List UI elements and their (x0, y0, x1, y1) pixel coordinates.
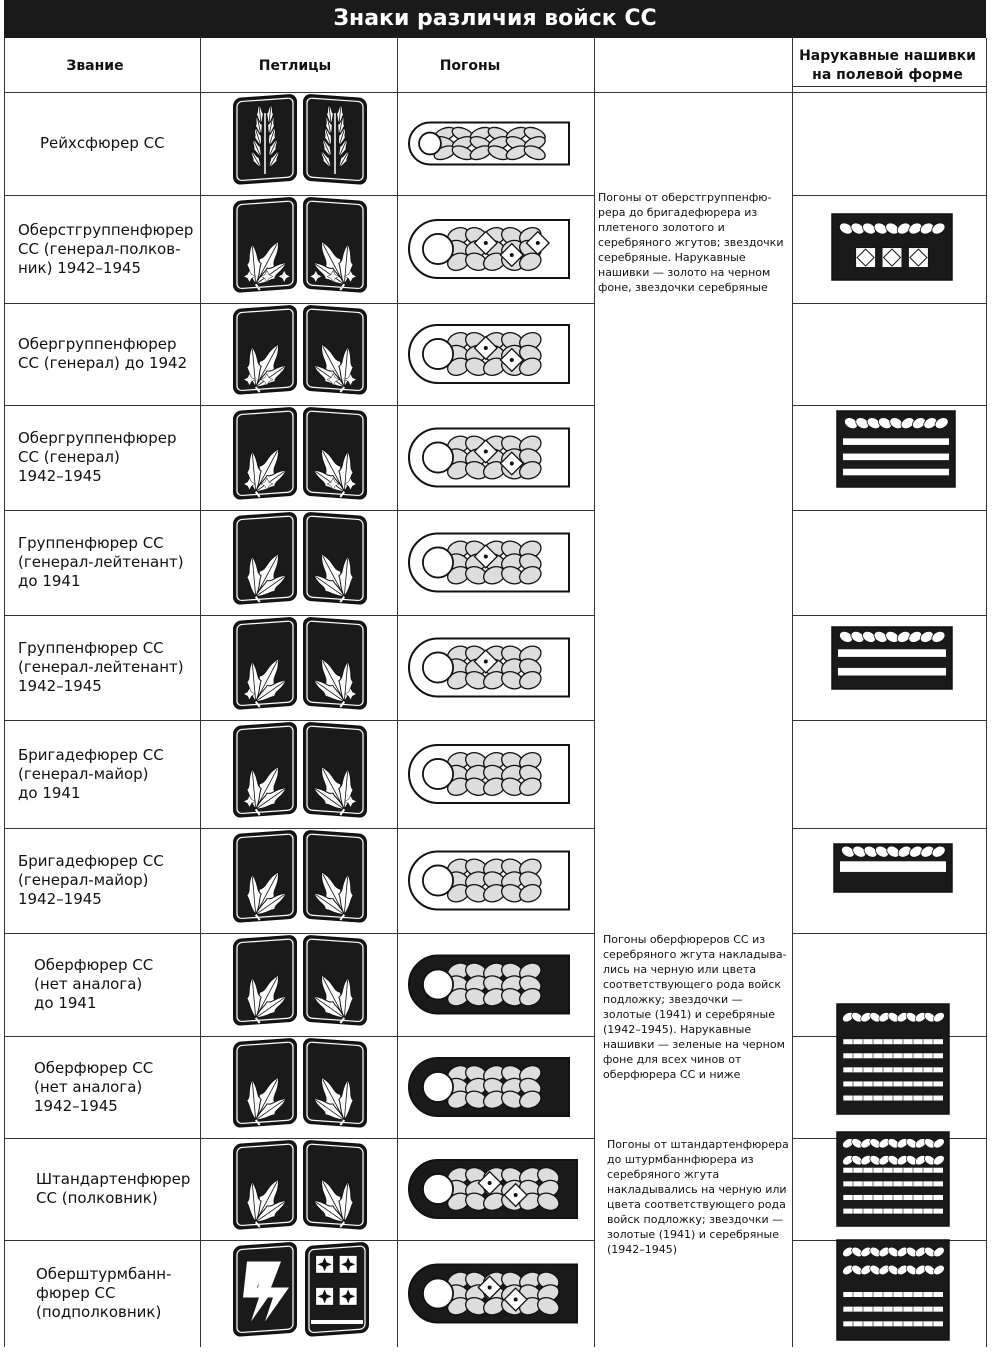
collar-patch (304, 95, 366, 184)
collar-patch (304, 723, 366, 817)
collar-patch (304, 198, 366, 292)
collar-patch (234, 408, 296, 499)
shoulder-insignia (405, 615, 580, 720)
collar-patch (234, 306, 296, 394)
collar-insignia (228, 831, 378, 930)
note-standartenfuhrer: Погоны от штандартенфюрера до штурмбаннфюрера из серебряного жгута накладывались на черную или цвета соответствующего рода войск подложку; звездочки — золотые (1941) и серебряные (1942–1945) (607, 1138, 789, 1256)
shoulder-insignia (405, 303, 580, 405)
sleeve-patch (834, 844, 952, 892)
shoulder-insignia (405, 195, 580, 303)
rank-name (18, 303, 203, 405)
collar-patch (234, 1141, 296, 1229)
collar-patch (234, 723, 296, 817)
collar-insignia (228, 198, 378, 300)
shoulder-board (409, 639, 569, 697)
shoulder-board (409, 956, 569, 1014)
sleeve-patch (832, 627, 952, 689)
header-rank: Звание (66, 58, 124, 74)
collar-patch (304, 1141, 366, 1229)
collar-insignia (228, 1141, 378, 1237)
note-generals: Погоны от оберстгруппенфю- рера до бригадефюрера из плетеного золотого и серебряного жгутов; звездочки серебряные. Нарукавные нашивки — золото на черном фоне, звездочки серебряные (598, 191, 784, 294)
rank-name-text: Оберфюрер СС (нет аналога) 1942–1945 (34, 1058, 154, 1115)
shoulder-insignia (405, 933, 580, 1036)
sleeve-patch (837, 1240, 949, 1340)
rank-name-text: Оберштурмбанн- фюрер СС (подполковник) (36, 1265, 172, 1321)
shoulder-board (409, 852, 569, 910)
rank-name (36, 1240, 221, 1347)
shoulder-insignia (405, 1240, 580, 1347)
collar-insignia (228, 936, 378, 1033)
collar-patch (234, 936, 296, 1025)
rank-name (40, 92, 225, 195)
shoulder-board (409, 1160, 577, 1218)
collar-patch (304, 306, 366, 394)
shoulder-board (409, 1058, 569, 1116)
sleeve-patch (837, 1132, 949, 1226)
rank-name-text: Обергруппенфюрер СС (генерал) до 1942 (18, 335, 188, 372)
shoulder-board (409, 1265, 577, 1323)
rank-name (18, 510, 203, 615)
collar-patch (234, 618, 296, 709)
collar-insignia (228, 513, 378, 612)
rank-name (18, 615, 203, 720)
shoulder-board (409, 123, 569, 165)
shoulder-insignia (405, 405, 580, 510)
shoulder-board (409, 325, 569, 383)
shoulder-insignia (405, 828, 580, 933)
collar-patch (304, 408, 366, 499)
collar-insignia (228, 618, 378, 717)
rank-name-text: Группенфюрер СС (генерал-лейтенант) 1942–1945 (18, 639, 184, 695)
collar-patch (304, 1039, 366, 1127)
collar-insignia (228, 95, 378, 192)
collar-insignia (228, 408, 378, 507)
rank-name (18, 195, 203, 303)
rank-name-text: Штандартенфюрер СС (полковник) (36, 1170, 191, 1207)
collar-patch (304, 936, 366, 1025)
rank-name-text: Оберстгруппенфюрер СС (генерал-полков- ник) 1942–1945 (18, 220, 194, 277)
sleeve-patch (832, 214, 952, 280)
collar-patch (304, 618, 366, 709)
shoulder-insignia (405, 720, 580, 828)
rank-name (18, 828, 203, 933)
rank-name-text: Бригадефюрер СС (генерал-майор) до 1941 (18, 745, 164, 802)
collar-patch (306, 1243, 368, 1336)
collar-insignia (228, 306, 378, 402)
rank-name (34, 1036, 219, 1138)
sleeve-insignia (792, 92, 986, 1352)
rank-name-text: Рейхсфюрер СС (40, 134, 165, 152)
collar-patch (234, 831, 296, 922)
shoulder-insignia (405, 1138, 580, 1240)
rank-name (34, 933, 219, 1036)
shoulder-insignia (405, 1036, 580, 1138)
collar-patch (234, 1243, 296, 1336)
header-sleeve: Нарукавные нашивки на полевой форме (799, 48, 976, 83)
collar-patch (234, 95, 296, 184)
shoulder-board (409, 534, 569, 592)
sleeve-patch (837, 1004, 949, 1114)
rank-name-text: Оберфюрер СС (нет аналога) до 1941 (34, 956, 154, 1012)
shoulder-board (409, 220, 569, 278)
rank-name (18, 405, 203, 510)
rank-name-text: Группенфюрер СС (генерал-лейтенант) до 1941 (18, 534, 184, 590)
collar-patch (304, 831, 366, 922)
shoulder-board (409, 429, 569, 487)
shoulder-board (409, 745, 569, 803)
rank-name (36, 1138, 221, 1240)
header-shoulder: Погоны (439, 58, 501, 74)
collar-insignia (228, 1039, 378, 1135)
collar-patch (234, 198, 296, 292)
collar-patch (234, 513, 296, 604)
sleeve-patch (837, 411, 955, 487)
collar-patch (304, 513, 366, 604)
collar-patch (234, 1039, 296, 1127)
shoulder-insignia (405, 92, 580, 195)
collar-insignia (228, 1243, 378, 1344)
rank-name (18, 720, 203, 828)
rank-name-text: Бригадефюрер СС (генерал-майор) 1942–1945 (18, 852, 164, 908)
page-title: Знаки различия войск СС (4, 0, 986, 38)
rank-name-text: Обергруппенфюрер СС (генерал) 1942–1945 (18, 429, 177, 485)
shoulder-insignia (405, 510, 580, 615)
collar-insignia (228, 723, 378, 825)
header-collar: Петлицы (258, 58, 332, 74)
note-oberfuhrer: Погоны оберфюреров СС из серебряного жгута накладыва- лись на черную или цвета соответствующего рода войск подложку; звездочки — золотые (1941) и серебряные (1942–1945). Нарукавные нашивки — зеленые на черном фоне для всех чинов от оберфюрера СС и ниже (603, 933, 787, 1081)
